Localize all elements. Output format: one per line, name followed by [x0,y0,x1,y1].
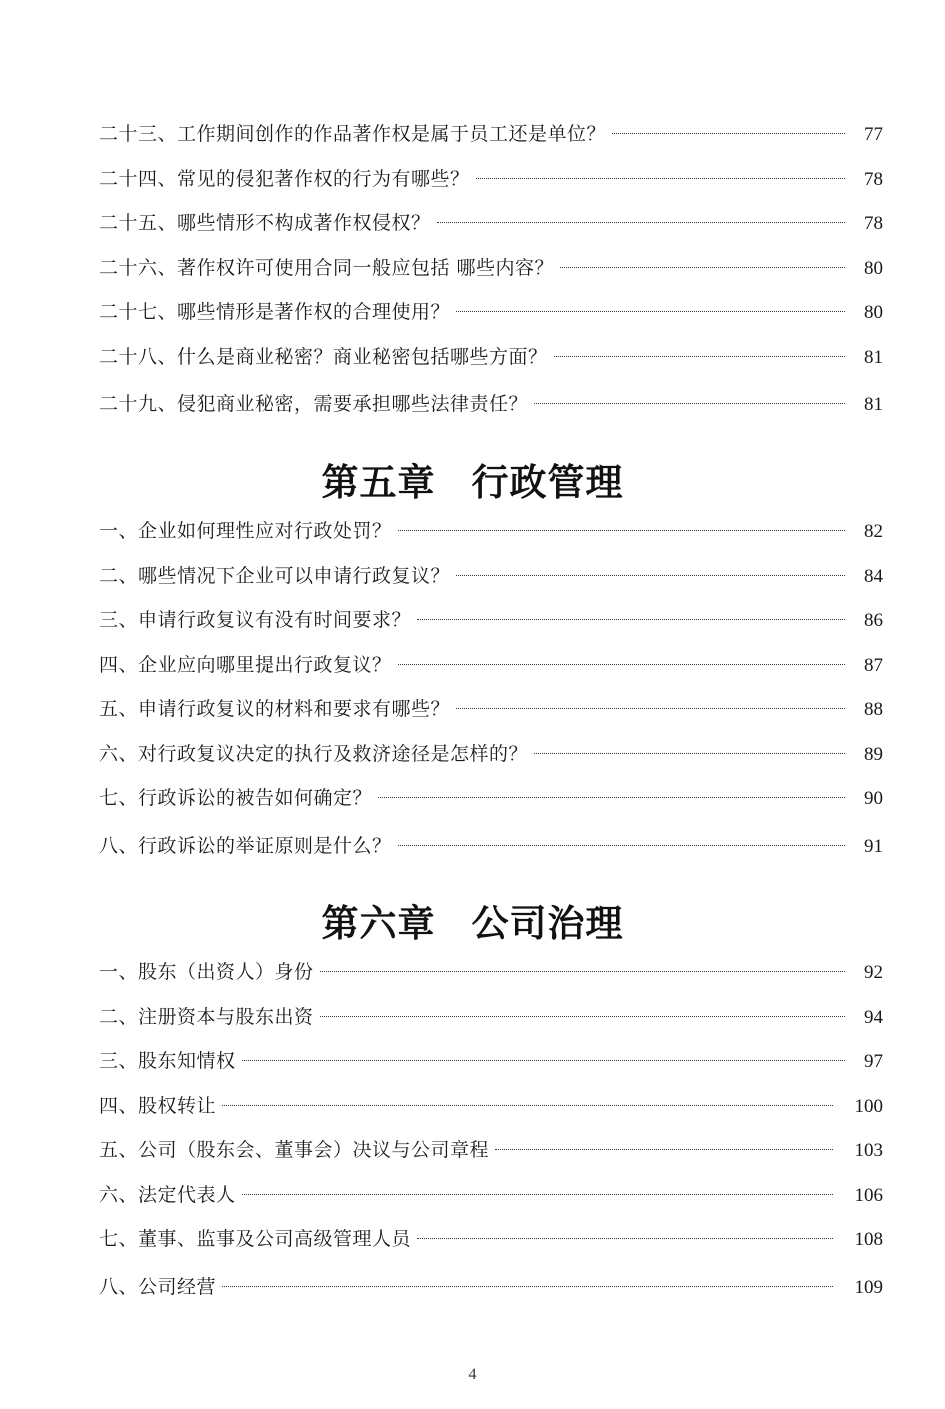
toc-entry-title: 五、申请行政复议的材料和要求有哪些？ [99,698,451,720]
dot-leader [222,1105,833,1106]
toc-entry-title: 七、行政诉讼的被告如何确定？ [99,787,373,809]
toc-entry-title: 四、企业应向哪里提出行政复议？ [99,653,392,676]
toc-entry[interactable] [99,335,883,380]
page-number: 4 [468,1366,477,1383]
toc-entry-title: 二十四、常见的侵犯著作权的行为有哪些？ [99,167,470,190]
dot-leader [456,311,845,312]
dot-leader [560,267,845,268]
toc-entry-title: 五、公司（股东会、董事会）决议与公司章程 [99,1139,490,1161]
dot-leader [456,575,845,576]
toc-entry[interactable] [99,732,883,777]
toc-entry-title: 八、行政诉讼的举证原则是什么？ [99,834,392,857]
toc-entry-page: 82 [864,521,883,542]
toc-entry[interactable] [99,1039,883,1084]
toc-entry[interactable] [99,509,883,554]
toc-entry-page: 103 [854,1140,883,1161]
toc-entry[interactable] [99,995,883,1040]
toc-entry-title: 二十五、哪些情形不构成著作权侵权？ [99,212,431,234]
toc-entry[interactable] [99,157,883,202]
toc-entry-title: 一、企业如何理性应对行政处罚？ [99,520,392,542]
toc-entry-page: 97 [864,1051,883,1072]
toc-entry-title: 四、股权转让 [99,1094,217,1117]
toc-entry[interactable] [99,598,883,643]
toc-entry-page: 81 [864,346,883,368]
chapter-heading [0,893,945,947]
dot-leader [417,1238,833,1239]
toc-entry-page: 88 [864,699,883,720]
dot-leader [534,403,845,404]
dot-leader [456,708,845,709]
dot-leader [495,1149,833,1150]
chapter-number: 第五章 [321,461,436,504]
toc-entry-page: 78 [864,213,883,234]
dot-leader [398,664,845,665]
dot-leader [222,1286,833,1287]
chapter-name: 行政管理 [471,461,624,504]
toc-entry[interactable] [99,290,883,335]
toc-entry[interactable] [99,201,883,246]
toc-entry-title: 三、申请行政复议有没有时间要求？ [99,609,412,631]
dot-leader [417,619,845,620]
toc-entry-title: 二十八、什么是商业秘密？商业秘密包括哪些方面？ [99,345,548,368]
toc-entry-page: 92 [864,962,883,983]
dot-leader [612,133,845,134]
toc-entry[interactable] [99,824,883,869]
dot-leader [437,222,845,223]
toc-chapter-5 [99,509,883,868]
toc-entry[interactable] [99,554,883,599]
toc-entry-title: 八、公司经营 [99,1275,217,1298]
toc-entry-title: 二、哪些情况下企业可以申请行政复议？ [99,564,451,587]
toc-entry[interactable] [99,687,883,732]
toc-entry-title: 七、董事、监事及公司高级管理人员 [99,1228,412,1250]
toc-entry-title: 二、注册资本与股东出资 [99,1005,314,1028]
toc-entry[interactable] [99,1084,883,1129]
toc-entry-title: 三、股东知情权 [99,1050,236,1072]
chapter-name: 公司治理 [471,902,624,945]
toc-entry-page: 81 [864,394,883,415]
toc-entry-page: 78 [864,168,883,190]
toc-entry[interactable] [99,382,883,427]
toc-entry[interactable] [99,643,883,688]
toc-entry-title: 六、法定代表人 [99,1183,236,1206]
toc-entry-page: 80 [864,257,883,279]
dot-leader [554,356,845,357]
toc-entry-page: 89 [864,743,883,765]
dot-leader [476,178,845,179]
toc-chapter-6 [99,950,883,1309]
toc-entry[interactable] [99,246,883,291]
toc-entry[interactable] [99,112,883,157]
dot-leader [378,797,845,798]
dot-leader [320,1016,845,1017]
dot-leader [534,753,845,754]
toc-entry-title: 二十三、工作期间创作的作品著作权是属于员工还是单位？ [99,123,607,145]
toc-entry[interactable] [99,1128,883,1173]
toc-entry-page: 77 [864,124,883,145]
toc-entry-page: 100 [854,1095,883,1117]
toc-entry-page: 86 [864,610,883,631]
dot-leader [398,845,845,846]
toc-entry-title: 二十七、哪些情形是著作权的合理使用？ [99,301,451,323]
dot-leader [242,1060,845,1061]
toc-entry-title: 六、对行政复议决定的执行及救济途径是怎样的？ [99,742,529,765]
toc-entry-page: 87 [864,654,883,676]
dot-leader [320,971,845,972]
toc-entry[interactable] [99,1265,883,1310]
toc-entry-title: 二十六、著作权许可使用合同一般应包括 哪些内容？ [99,256,555,279]
toc-entry-page: 90 [864,788,883,809]
toc-entry-page: 80 [864,302,883,323]
toc-entry-page: 91 [864,835,883,857]
toc-entry-page: 109 [854,1276,883,1298]
toc-entry-title: 二十九、侵犯商业秘密，需要承担哪些法律责任？ [99,393,529,415]
chapter-number: 第六章 [321,902,436,945]
dot-leader [242,1194,833,1195]
toc-entry-page: 94 [864,1006,883,1028]
chapter-heading [0,452,945,506]
toc-entry-page: 84 [864,565,883,587]
toc-entry-page: 108 [854,1229,883,1250]
toc-entry[interactable] [99,776,883,821]
toc-entry[interactable] [99,1217,883,1262]
toc-section-continued [99,112,883,427]
dot-leader [398,530,845,531]
toc-entry-page: 106 [854,1184,883,1206]
toc-entry[interactable] [99,1173,883,1218]
toc-entry-title: 一、股东（出资人）身份 [99,961,314,983]
toc-entry[interactable] [99,950,883,995]
